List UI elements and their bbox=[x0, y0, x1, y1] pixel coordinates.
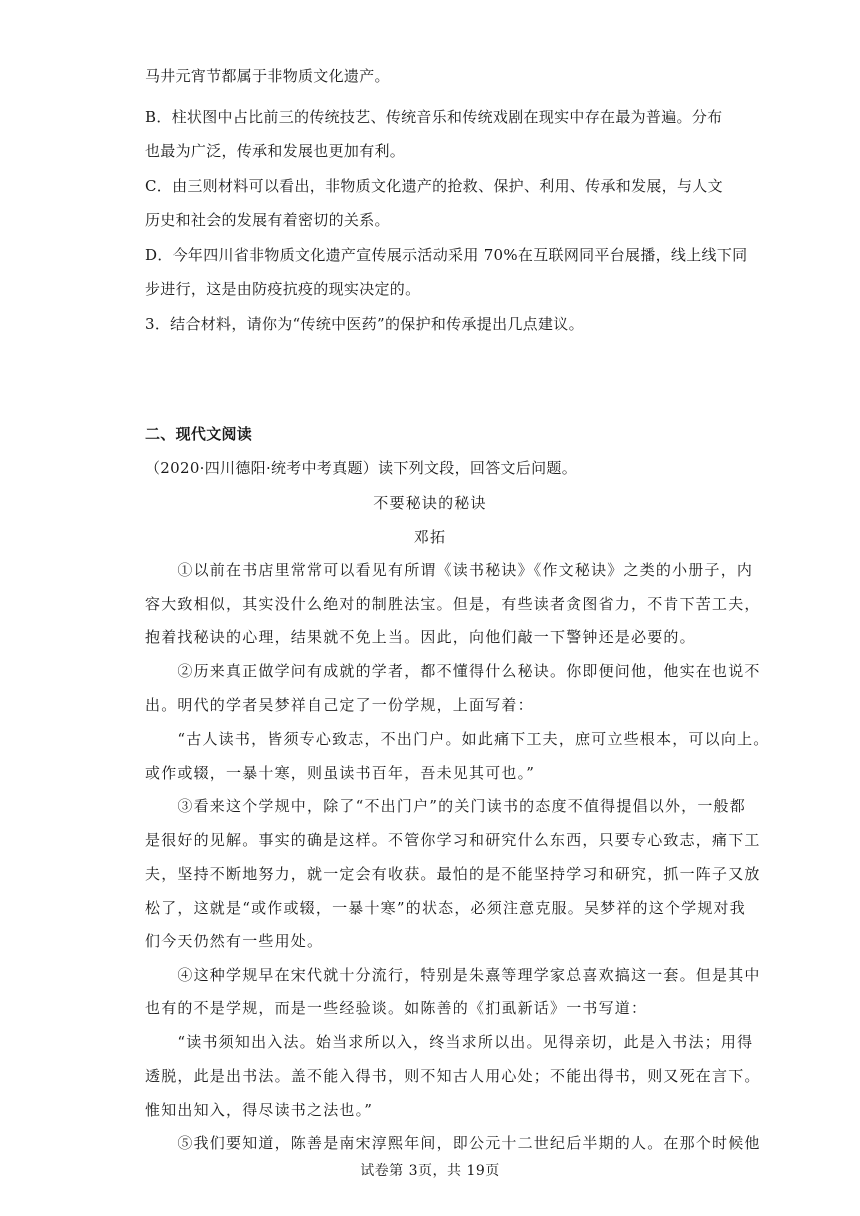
quote-1-line-1: “古人读书，皆须专心致志，不出门户。如此痛下工夫，庶可立些根本，可以向上。 bbox=[145, 730, 770, 748]
paragraph-4-line-1: ④这种学规早在宋代就十分流行，特别是朱熹等理学家总喜欢搞这一套。但是其中 bbox=[145, 966, 761, 984]
paragraph-3-line-4: 松了，这就是“或作或辍，一暴十寒”的状态，必须注意克服。吴梦祥的这个学规对我 bbox=[145, 899, 746, 917]
question-source: （2020·四川德阳·统考中考真题）读下列文段，回答文后问题。 bbox=[145, 459, 578, 477]
option-c-line-2: 历史和社会的发展有着密切的关系。 bbox=[145, 211, 390, 229]
paragraph-3-line-5: 们今天仍然有一些用处。 bbox=[145, 932, 324, 950]
question-3: 3．结合材料，请你为“传统中医药”的保护和传承提出几点建议。 bbox=[145, 315, 584, 333]
option-b-line-2: 也最为广泛，传承和发展也更加有利。 bbox=[145, 142, 406, 160]
paragraph-3-line-2: 是很好的见解。事实的确是这样。不管你学习和研究什么东西，只要专心致志，痛下工 bbox=[145, 831, 761, 849]
quote-2-line-3: 惟知出知入，得尽读书之法也。” bbox=[145, 1101, 374, 1119]
quote-2-line-1: “读书须知出入法。始当求所以入，终当求所以出。见得亲切，此是入书法；用得 bbox=[145, 1033, 754, 1051]
paragraph-2-line-2: 出。明代的学者吴梦祥自己定了一份学规，上面写着： bbox=[145, 696, 534, 714]
section-heading: 二、现代文阅读 bbox=[145, 425, 253, 443]
article-title: 不要秘诀的秘诀 bbox=[373, 494, 487, 512]
paragraph-1-line-3: 抱着找秘诀的心理，结果就不免上当。因此，向他们敲一下警钟还是必要的。 bbox=[145, 628, 696, 646]
paragraph-1-line-2: 容大致相似，其实没什么绝对的制胜法宝。但是，有些读者贪图省力，不肯下苦工夫， bbox=[145, 595, 761, 613]
article-author: 邓拓 bbox=[413, 528, 447, 546]
paragraph-3-line-1: ③看来这个学规中，除了“不出门户”的关门读书的态度不值得提倡以外，一般都 bbox=[145, 797, 746, 815]
paragraph-5-line-1: ⑤我们要知道，陈善是南宋淳熙年间，即公元十二世纪后半期的人。在那个时候他 bbox=[145, 1134, 761, 1152]
option-b-line-1: B．柱状图中占比前三的传统技艺、传统音乐和传统戏剧在现实中存在最为普遍。分布 bbox=[145, 108, 723, 126]
option-a-continuation: 马井元宵节都属于非物质文化遗产。 bbox=[145, 67, 390, 85]
quote-1-line-2: 或作或辍，一暴十寒，则虽读书百年，吾未见其可也。” bbox=[145, 764, 536, 782]
paragraph-4-line-2: 也有的不是学规，而是一些经验谈。如陈善的《扪虱新话》一书写道： bbox=[145, 999, 648, 1017]
quote-2-line-2: 透脱，此是出书法。盖不能入得书，则不知古人用心处；不能出得书，则又死在言下。 bbox=[145, 1067, 761, 1085]
paragraph-2-line-1: ②历来真正做学问有成就的学者，都不懂得什么秘诀。你即便问他，他实在也说不 bbox=[145, 662, 761, 680]
option-c-line-1: C．由三则材料可以看出，非物质文化遗产的抢救、保护、利用、传承和发展，与人文 bbox=[145, 177, 723, 195]
option-d-line-1: D．今年四川省非物质文化遗产宣传展示活动采用 70%在互联网同平台展播，线上线下同 bbox=[145, 246, 748, 264]
option-d-line-2: 步进行，这是由防疫抗疫的现实决定的。 bbox=[145, 280, 421, 298]
paragraph-1-line-1: ①以前在书店里常常可以看见有所谓《读书秘诀》《作文秘诀》之类的小册子，内 bbox=[145, 561, 754, 579]
paragraph-3-line-3: 夫，坚持不断地努力，就一定会有收获。最怕的是不能坚持学习和研究，抓一阵子又放 bbox=[145, 865, 761, 883]
page-footer: 试卷第 3页，共 19页 bbox=[360, 1163, 500, 1179]
